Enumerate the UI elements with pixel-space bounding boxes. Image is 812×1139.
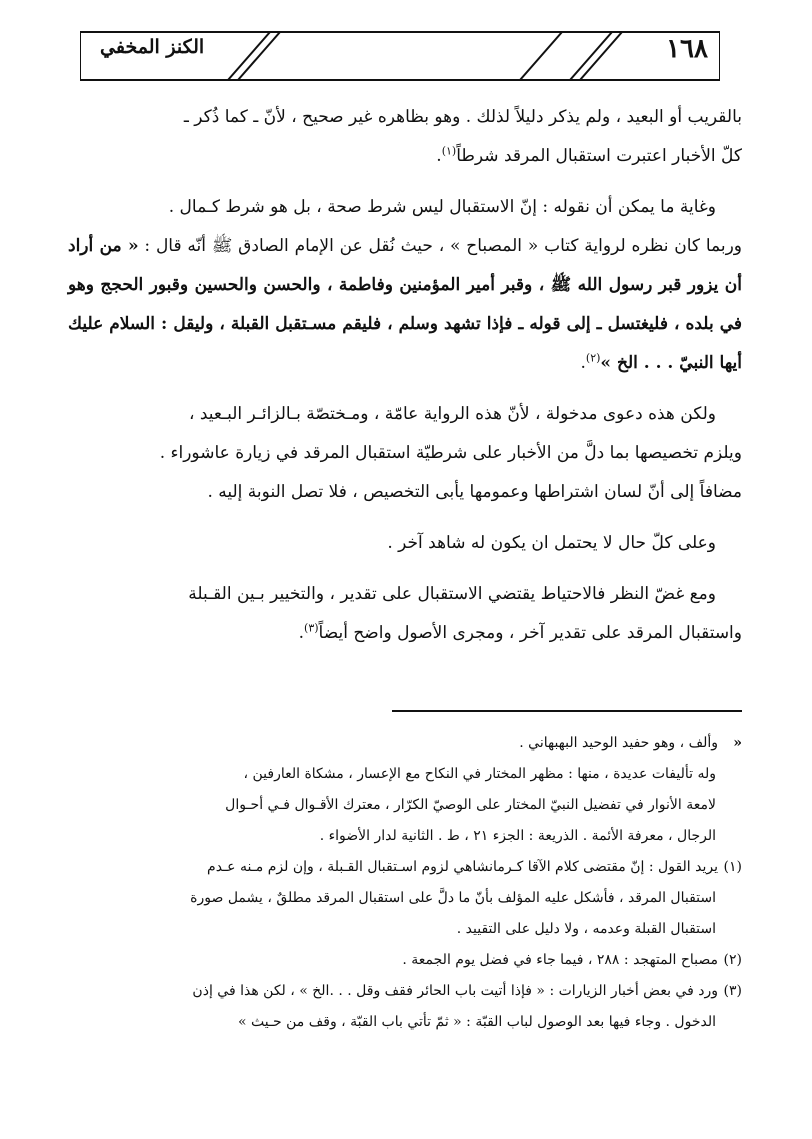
footnote-1-number: (١) [723, 859, 742, 875]
p5-line-2: واستقبال المرقد على تقدير آخر ، ومجرى الأصول واضح أيضاً [318, 623, 742, 643]
footnote-ref-3: (٣) [304, 621, 319, 635]
paragraph-5 [68, 575, 742, 653]
running-title: الكنز المخفي [100, 36, 205, 58]
carry-line-1: وألف ، وهو حفيد الوحيد البهبهاني . [519, 735, 718, 751]
fn1-line-3: استقبال القبلة وعدمه ، ولا دليل على التقييد . [456, 921, 716, 937]
page-header [80, 28, 720, 88]
carry-line-2: وله تأليفات عديدة ، منها : مظهر المختار في النكاح مع الإعسار ، مشكاة العارفين ، [243, 766, 716, 782]
footnote-ref-2: (٢) [585, 351, 601, 365]
footnote-2-number: (٢) [723, 952, 742, 968]
footnote-carryover [68, 728, 742, 759]
footnotes [68, 728, 742, 1038]
fn1-line-1: يريد القول : إنّ مقتضى كلام الآقا كـرمانشاهي لزوم اسـتقبال القـبلة ، وإن لزم مـنه عـدم [207, 859, 718, 875]
p4-line-1: وعلى كلّ حال لا يحتمل ان يكون له شاهد آخر . [387, 533, 716, 553]
carry-line-4: الرجال ، معرفة الأئمة . الذريعة : الجزء ٢١ ، ط . الثانية لدار الأضواء . [319, 828, 716, 844]
fn3-line-2: الدخول . وجاء فيها بعد الوصول لباب القبّة : « ثمّ تأتي باب القبّة ، وقف من حـيث » [237, 1014, 716, 1030]
paragraph-4 [68, 524, 742, 563]
p3-line-3: مضافاً إلى أنّ لسان اشتراطها وعمومها يأبى التخصيص ، فلا تصل النوبة إليه . [207, 482, 742, 502]
footnote-3-body [68, 1007, 742, 1038]
carry-line-3: لامعة الأنوار في تفضيل النبيّ المختار على الوصيّ الكرّار ، معترك الأقـوال فـي أحـوال [225, 797, 716, 813]
p2-quote: « من أراد أن يزور قبر رسول الله ﷺ ، وقبر أمير المؤمنين وفاطمة ، والحسن والحسين وقبور الحجج وهو في بلده ، فليغتسل ـ إلى قوله ـ فإذا تشهد وسلم ، فليقم مسـتقبل القبلة ، وليقل : السلام عليك أيها النبيّ . . . الخ » [68, 236, 742, 373]
fn1-line-2: استقبال المرقد ، فأشكل عليه المؤلف بأنّ ما دلَّ على استقبال المرقد مطلقٌ ، يشمل صورة [190, 890, 716, 906]
p5-line-1: ومع غضّ النظر فالاحتياط يقتضي الاستقبال على تقدير ، والتخيير بـين القـبلة [188, 584, 716, 604]
p2-line-1: وغاية ما يمكن أن نقوله : إنّ الاستقبال ليس شرط صحة ، بل هو شرط كـمال . [168, 197, 716, 217]
footnote-divider [392, 710, 742, 712]
paragraph-1 [68, 98, 742, 176]
p1-line-1: بالقريب أو البعيد ، ولم يذكر دليلاً لذلك . وهو بظاهره غير صحيح ، لأنّ ـ كما ذُكر ـ [183, 107, 742, 127]
main-text [68, 98, 742, 653]
footnote-1 [68, 852, 742, 883]
p1-end: . [436, 146, 442, 166]
fn3-line-1: ورد في بعض أخبار الزيارات : « فإذا أتيت باب الحائر فقف وقل . . .الخ » ، لكن هذا في إذن [192, 983, 718, 999]
footnote-3-number: (٣) [723, 983, 742, 999]
footnote-3 [68, 976, 742, 1007]
p3-line-2: ويلزم تخصيصها بما دلَّ من الأخبار على شرطيّة استقبال المرقد في زيارة عاشوراء . [159, 443, 742, 463]
p1-line-2: كلّ الأخبار اعتبرت استقبال المرقد شرطاً [456, 146, 742, 166]
footnote-ref-1: (١) [441, 144, 457, 158]
carryover-body [68, 759, 742, 852]
fn2-line-1: مصباح المتهجد : ٢٨٨ ، فيما جاء في فضل يوم الجمعة . [402, 952, 718, 968]
p5-end: . [298, 623, 305, 643]
p2-end: . [580, 353, 586, 373]
footnote-2 [68, 945, 742, 976]
paragraph-3 [68, 395, 742, 512]
p2-line-2: وربما كان نظره لرواية كتاب « المصباح » ، حيث نُقل عن الإمام الصادق ﷺ أنّه قال : [144, 236, 742, 256]
page-number: ١٦٨ [666, 34, 708, 64]
p3-line-1: ولكن هذه دعوى مدخولة ، لأنّ هذه الرواية عامّة ، ومـختصّة بـالزائـر البـعيد ، [188, 404, 716, 424]
paragraph-2 [68, 188, 742, 383]
footnote-1-body [68, 883, 742, 945]
carryover-marker: « [733, 735, 742, 751]
